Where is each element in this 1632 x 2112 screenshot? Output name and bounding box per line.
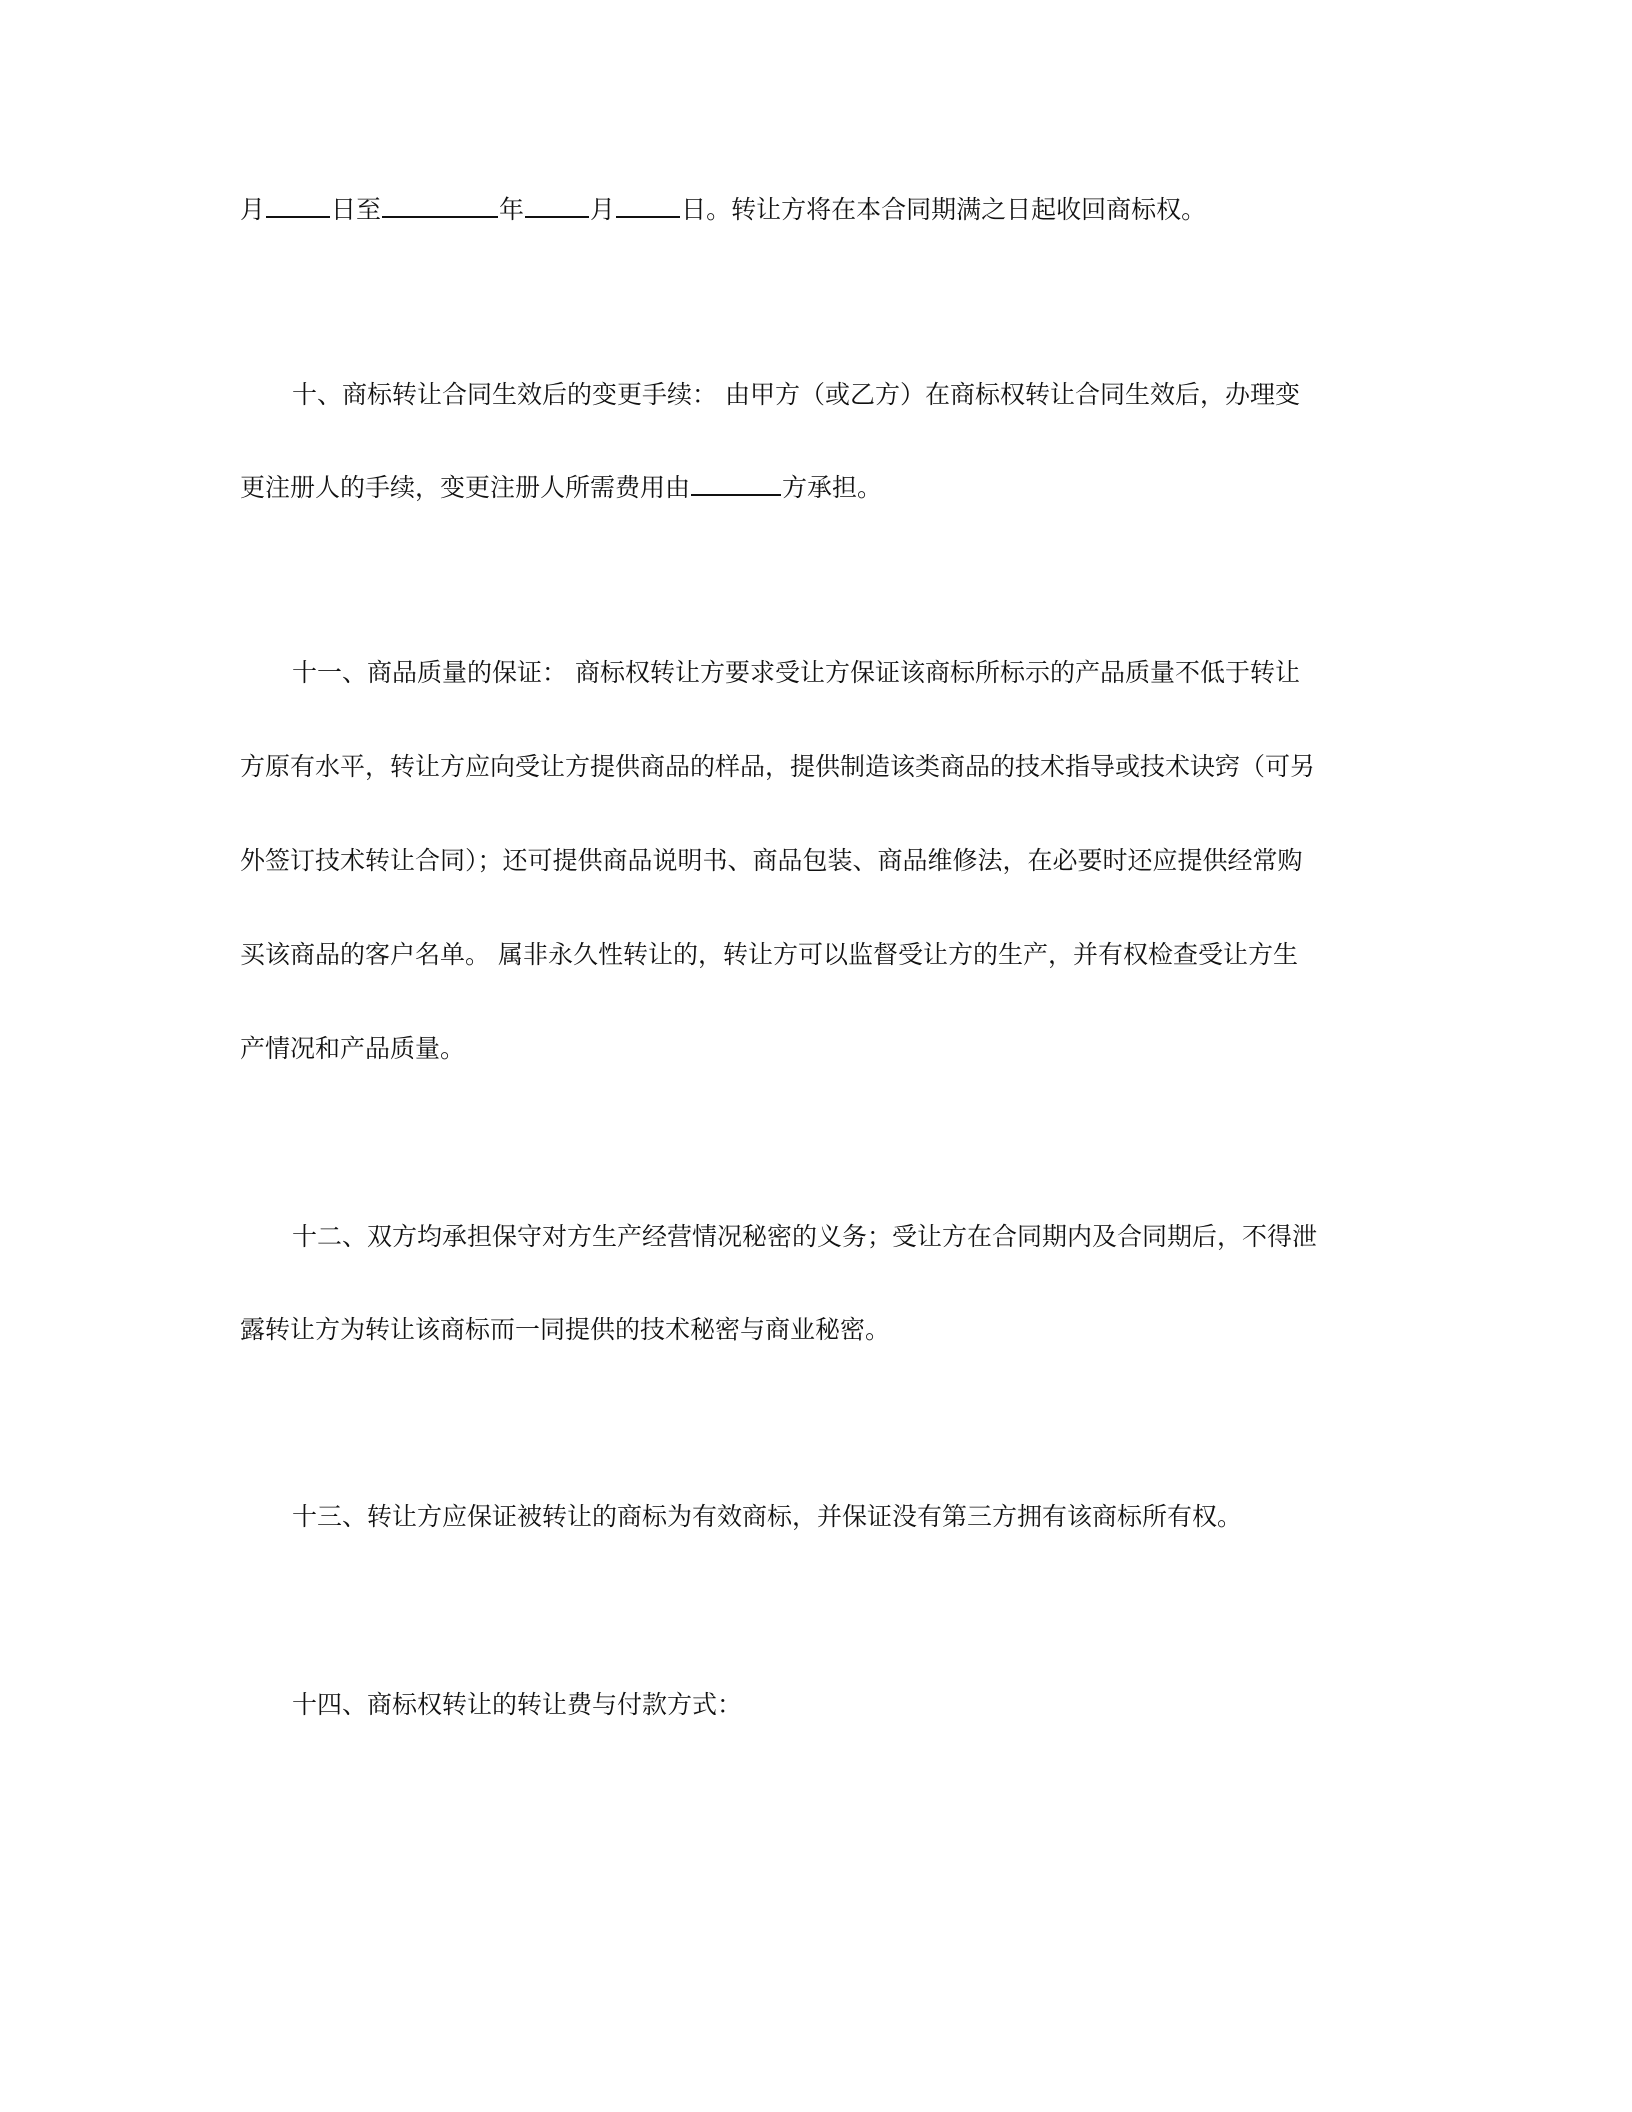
section-10-line-2 — [240, 470, 1400, 505]
section-10-line-2-tail: 方承担。 — [782, 473, 883, 502]
section-14-line-1: 十四、商标权转让的转让费与付款方式： — [292, 1690, 743, 1719]
section-11-line-4: 买该商品的客户名单。 属非永久性转让的，转让方可以监督受让方的生产，并有权检查受让方生 — [240, 940, 1298, 969]
section-11-line-2: 方原有水平，转让方应向受让方提供商品的样品，提供制造该类商品的技术指导或技术诀窍（可另 — [240, 752, 1316, 781]
text-month-2: 月 — [590, 195, 616, 224]
text-year: 年 — [499, 195, 525, 224]
blank-party-field — [691, 470, 781, 496]
blank-month-field — [525, 192, 589, 218]
section-10-line-2-text: 更注册人的手续，变更注册人所需费用由 — [240, 473, 691, 502]
section-13-line-1: 十三、转让方应保证被转让的商标为有效商标，并保证没有第三方拥有该商标所有权。 — [292, 1502, 1243, 1531]
section-10-line-1: 十、商标转让合同生效后的变更手续： 由甲方（或乙方）在商标权转让合同生效后，办理变 — [292, 380, 1300, 409]
term-end-line — [240, 192, 1400, 227]
section-11-line-5: 产情况和产品质量。 — [240, 1034, 466, 1063]
section-12-line-1: 十二、双方均承担保守对方生产经营情况秘密的义务；受让方在合同期内及合同期后，不得泄 — [292, 1222, 1318, 1251]
text-month: 月 — [240, 195, 266, 224]
blank-day-field-2 — [616, 192, 680, 218]
text-day-to: 日至 — [331, 195, 382, 224]
blank-day-field — [266, 192, 330, 218]
blank-year-field — [382, 192, 498, 218]
section-12-line-2: 露转让方为转让该商标而一同提供的技术秘密与商业秘密。 — [240, 1315, 891, 1344]
section-11-line-3: 外签订技术转让合同）；还可提供商品说明书、商品包装、商品维修法，在必要时还应提供经常购 — [240, 846, 1303, 875]
section-11-line-1: 十一、商品质量的保证： 商标权转让方要求受让方保证该商标所标示的产品质量不低于转让 — [292, 658, 1300, 687]
text-day-end: 日。转让方将在本合同期满之日起收回商标权。 — [681, 195, 1207, 224]
